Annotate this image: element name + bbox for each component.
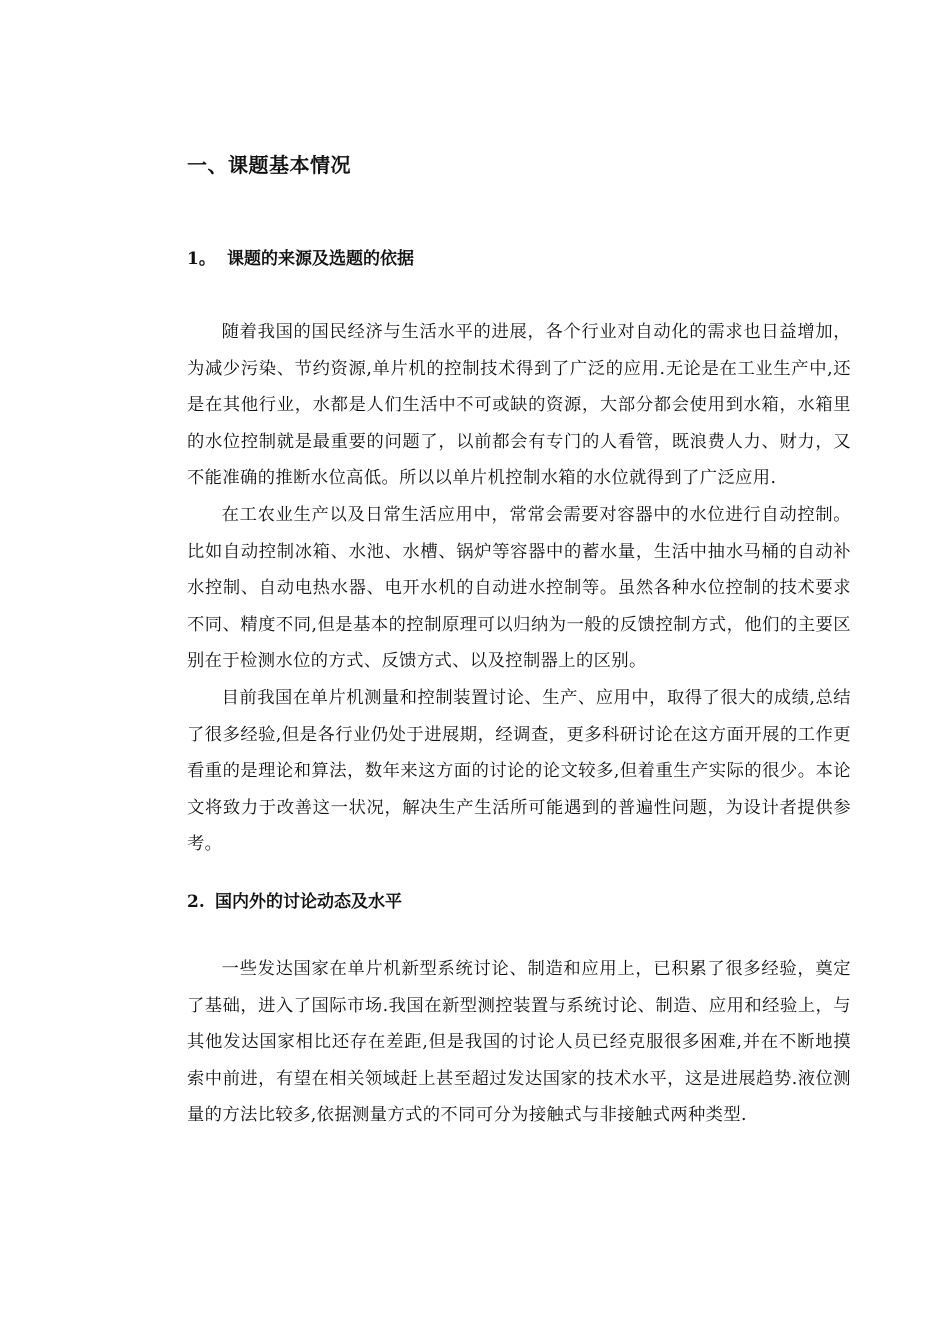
paragraph: 目前我国在单片机测量和控制装置讨论、生产、应用中，取得了很大的成绩,总结了很多经验,但是各行业仍处于进展期，经调查，更多科研讨论在这方面开展的工作更看重的是理论和算法，数年来这方面的讨论的论文较多,但着重生产实际的很少。本论文将致力于改善这一状况，解决生产生活所可能遇到的普遍性问题，为设计者提供参考。 bbox=[187, 687, 851, 855]
subsection-number: 1。 bbox=[187, 249, 216, 269]
document-body bbox=[187, 148, 851, 1134]
subsection-title: 课题的来源及选题的依据 bbox=[227, 249, 414, 269]
paragraph: 在工农业生产以及日常生活应用中，常常会需要对容器中的水位进行自动控制。比如自动控制冰箱、水池、水槽、锅炉等容器中的蓄水量，生活中抽水马桶的自动补水控制、自动电热水器、电开水机的自动进水控制等。虽然各种水位控制的技术要求不同、精度不同,但是基本的控制原理可以归纳为一般的反馈控制方式，他们的主要区别在于检测水位的方式、反馈方式、以及控制器上的区别。 bbox=[187, 504, 851, 672]
subsection-number: 2. bbox=[187, 891, 205, 912]
paragraph: 一些发达国家在单片机新型系统讨论、制造和应用上，已积累了很多经验，奠定了基础，进入了国际市场.我国在新型测控装置与系统讨论、制造、应用和经验上，与其他发达国家相比还存在差距,但是我国的讨论人员已经克服很多困难,并在不断地摸索中前进，有望在相关领域赶上甚至超过发达国家的技术水平，这是进展趋势.液位测量的方法比较多,依据测量方式的不同可分为接触式与非接触式两种类型. bbox=[187, 958, 851, 1126]
paragraph: 随着我国的国民经济与生活水平的进展，各个行业对自动化的需求也日益增加，为减少污染、节约资源,单片机的控制技术得到了广泛的应用.无论是在工业生产中,还是在其他行业，水都是人们生活中不可或缺的资源，大部分都会使用到水箱，水箱里的水位控制就是最重要的问题了，以前都会有专门的人看管，既浪费人力、财力，又不能准确的推断水位高低。所以以单片机控制水箱的水位就得到了广泛应用. bbox=[187, 322, 851, 489]
subsection-title: 国内外的讨论动态及水平 bbox=[215, 891, 402, 912]
subsection-heading-1 bbox=[187, 244, 851, 274]
section-title: 一、课题基本情况 bbox=[187, 153, 351, 177]
subsection-heading-2 bbox=[187, 887, 851, 917]
